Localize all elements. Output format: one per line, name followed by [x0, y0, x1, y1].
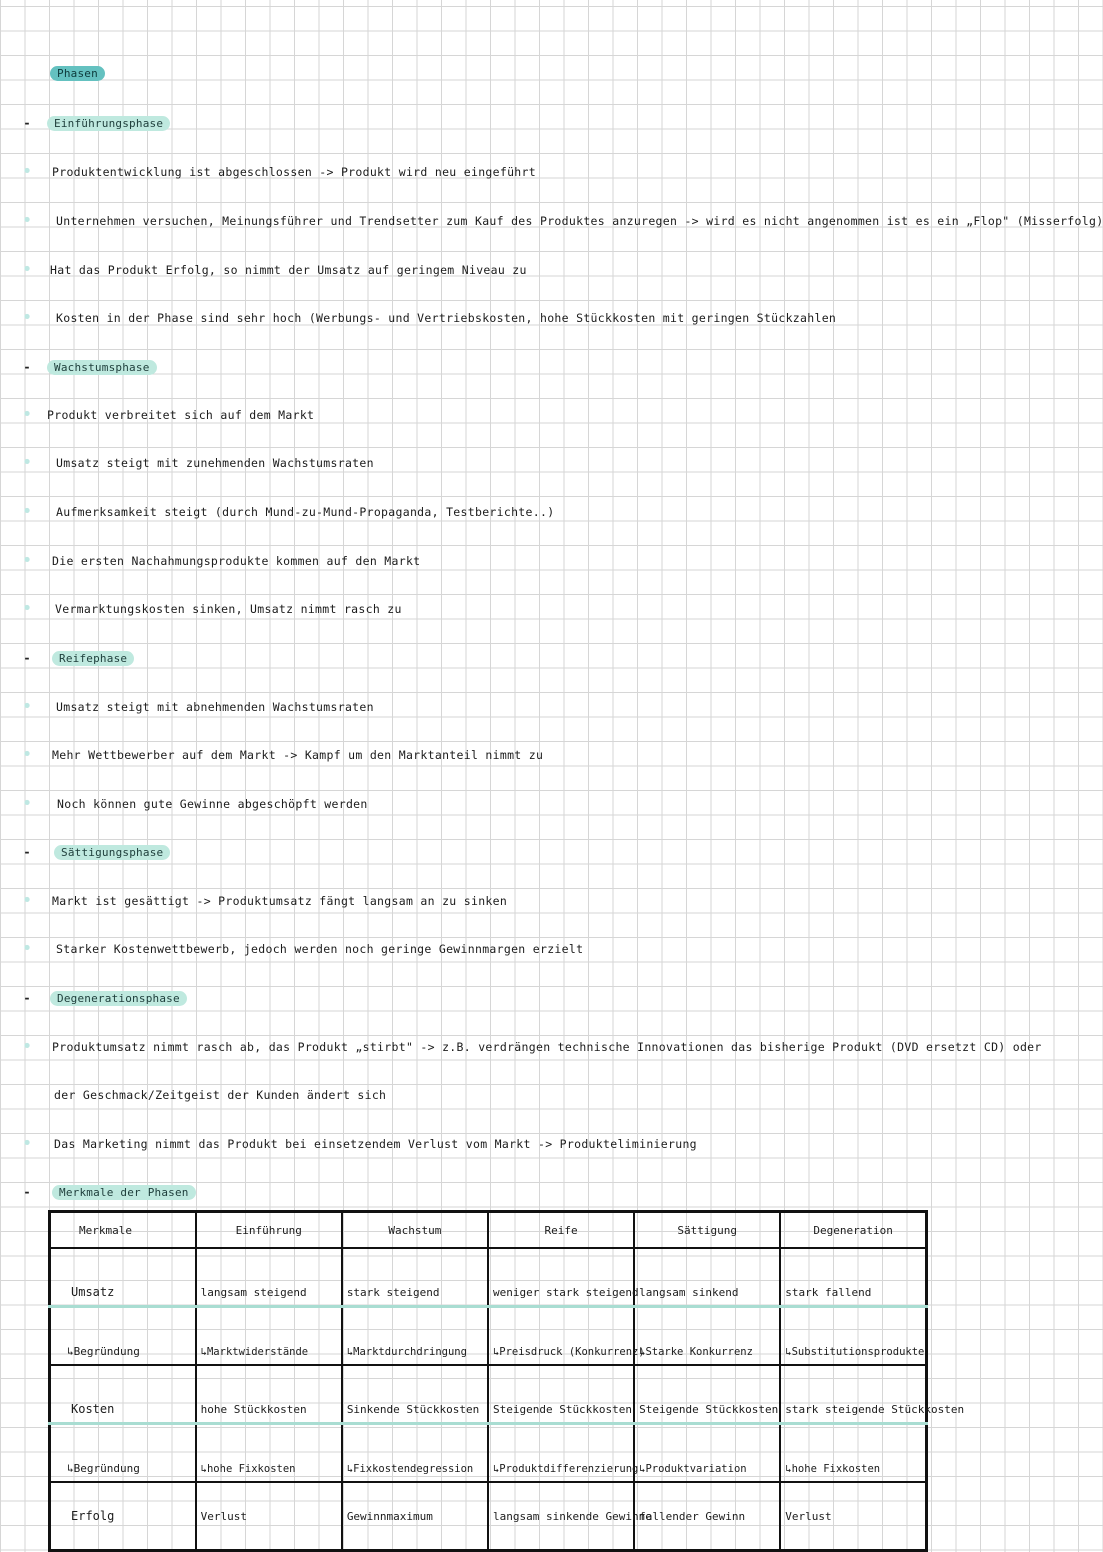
table-cell: stark steigende Stückkosten [780, 1365, 926, 1424]
bullet-dot-icon: • [21, 1133, 33, 1154]
table-cell: langsam steigend [196, 1248, 342, 1307]
bullet-dot-icon: • [21, 259, 33, 280]
bullet-dot-icon: • [21, 501, 33, 522]
note-text: Die ersten Nachahmungsprodukte kommen auf den Markt [52, 554, 421, 568]
column-header: Wachstum [342, 1212, 488, 1249]
table-cell: Gewinnmaximum [342, 1482, 488, 1551]
note-text: Vermarktungskosten sinken, Umsatz nimmt rasch zu [55, 602, 402, 616]
note-line [0, 793, 1080, 815]
column-header: Reife [488, 1212, 634, 1249]
table-cell: weniger stark steigend [488, 1248, 634, 1307]
table-row [50, 1365, 927, 1424]
bullet-dot-icon: • [21, 404, 33, 425]
column-header: Sättigung [634, 1212, 780, 1249]
note-text: Kosten in der Phase sind sehr hoch (Werbungs- und Vertriebskosten, hohe Stückkosten mit geringen Stückzahlen [56, 311, 837, 325]
note-line [0, 210, 1103, 232]
bullet-dot-icon: • [21, 938, 33, 959]
note-line [0, 1133, 1080, 1155]
dash-marker-icon: - [23, 1185, 31, 1199]
note-text: Produktumsatz nimmt rasch ab, das Produkt „stirbt" -> z.B. verdrängen technische Innovationen das bisherige Produkt (DVD ersetzt CD) oder [52, 1040, 1042, 1054]
table-cell: Verlust [780, 1482, 926, 1551]
note-text: Aufmerksamkeit steigt (durch Mund-zu-Mund-Propaganda, Testberichte..) [56, 505, 555, 519]
phase-heading: Einführungsphase [47, 116, 170, 131]
table-cell: ↳Produktdifferenzierung [488, 1424, 634, 1483]
note-line [0, 1084, 1080, 1106]
table-cell: Verlust [196, 1482, 342, 1551]
note-text: Produktentwicklung ist abgeschlossen -> Produkt wird neu eingeführt [52, 165, 536, 179]
note-line [0, 501, 1080, 523]
table-cell: ↳hohe Fixkosten [196, 1424, 342, 1483]
note-line [0, 938, 1080, 960]
row-label-cell: ↳Begründung [50, 1424, 196, 1483]
note-line [0, 598, 1080, 620]
bullet-dot-icon: • [21, 793, 33, 814]
note-line [0, 452, 1080, 474]
table-cell: ↳Marktwiderstände [196, 1307, 342, 1366]
table-cell: hohe Stückkosten [196, 1365, 342, 1424]
note-line [0, 259, 1080, 281]
dash-marker-icon: - [23, 651, 31, 665]
note-text: Umsatz steigt mit zunehmenden Wachstumsraten [56, 456, 374, 470]
table-cell: langsam sinkende Gewinne [488, 1482, 634, 1551]
note-line [0, 307, 1080, 329]
note-line [0, 161, 1080, 183]
table-cell: langsam sinkend [634, 1248, 780, 1307]
table-cell: ↳Fixkostendegression [342, 1424, 488, 1483]
note-text: Umsatz steigt mit abnehmenden Wachstumsraten [56, 700, 374, 714]
table-cell: ↳Preisdruck (Konkurrenz) [488, 1307, 634, 1366]
table-header-row [50, 1212, 927, 1249]
note-text: Produkt verbreitet sich auf dem Markt [47, 408, 315, 422]
bullet-dot-icon: • [21, 210, 33, 231]
table-cell: ↳Substitutionsprodukte [780, 1307, 926, 1366]
bullet-dot-icon: • [21, 890, 33, 911]
table-cell: Sinkende Stückkosten [342, 1365, 488, 1424]
note-line [0, 404, 1080, 426]
note-line [0, 1036, 1080, 1058]
bullet-dot-icon: • [21, 598, 33, 619]
phase-heading-row [0, 647, 1080, 669]
note-text: der Geschmack/Zeitgeist der Kunden ändert sich [54, 1088, 387, 1102]
table-row [50, 1424, 927, 1483]
row-label-cell: Kosten [50, 1365, 196, 1424]
bullet-dot-icon: • [21, 696, 33, 717]
table-row [50, 1482, 927, 1551]
bullet-dot-icon: • [21, 550, 33, 571]
table-cell: Steigende Stückkosten [634, 1365, 780, 1424]
note-line [0, 744, 1080, 766]
row-label-cell: ↳Begründung [50, 1307, 196, 1366]
bullet-dot-icon: • [21, 452, 33, 473]
bullet-dot-icon: • [21, 744, 33, 765]
table-cell: fallender Gewinn [634, 1482, 780, 1551]
note-line [0, 550, 1080, 572]
note-text: Hat das Produkt Erfolg, so nimmt der Umsatz auf geringem Niveau zu [50, 263, 527, 277]
phase-heading: Degenerationsphase [50, 991, 187, 1006]
page-title: Phasen [50, 66, 105, 81]
phase-heading-row [0, 841, 1080, 863]
note-text: Noch können gute Gewinne abgeschöpft werden [57, 797, 368, 811]
row-label-cell: Umsatz [50, 1248, 196, 1307]
table-cell: ↳hohe Fixkosten [780, 1424, 926, 1483]
table-cell: ↳Starke Konkurrenz [634, 1307, 780, 1366]
phase-heading-row [0, 356, 1080, 378]
phase-characteristics-table [48, 1210, 965, 1552]
table-row [50, 1248, 927, 1307]
dash-marker-icon: - [23, 360, 31, 374]
table-cell: Steigende Stückkosten [488, 1365, 634, 1424]
note-line [0, 890, 1080, 912]
table-cell: stark fallend [780, 1248, 926, 1307]
note-text: Mehr Wettbewerber auf dem Markt -> Kampf um den Marktanteil nimmt zu [52, 748, 544, 762]
bullet-dot-icon: • [21, 307, 33, 328]
column-header: Merkmale [50, 1212, 196, 1249]
note-text: Markt ist gesättigt -> Produktumsatz fängt langsam an zu sinken [52, 894, 508, 908]
column-header: Einführung [196, 1212, 342, 1249]
note-line [0, 696, 1080, 718]
phase-heading-row [0, 112, 1080, 134]
phase-heading-row [0, 987, 1080, 1009]
phase-heading-row [0, 1181, 1080, 1203]
phase-heading: Reifephase [52, 651, 134, 666]
phase-heading: Sättigungsphase [54, 845, 170, 860]
column-header: Degeneration [780, 1212, 926, 1249]
table-row [50, 1307, 927, 1366]
dash-marker-icon: - [23, 116, 31, 130]
bullet-dot-icon: • [21, 1036, 33, 1057]
row-label-cell: Erfolg [50, 1482, 196, 1551]
bullet-dot-icon: • [21, 161, 33, 182]
table-body [50, 1248, 965, 1551]
table-cell: stark steigend [342, 1248, 488, 1307]
table-cell: ↳Produktvariation [634, 1424, 780, 1483]
dash-marker-icon: - [23, 845, 31, 859]
note-text: Starker Kostenwettbewerb, jedoch werden noch geringe Gewinnmargen erzielt [56, 942, 584, 956]
note-text: Das Marketing nimmt das Produkt bei einsetzendem Verlust vom Markt -> Produkteliminierung [54, 1137, 697, 1151]
phase-heading: Merkmale der Phasen [52, 1185, 196, 1200]
note-text: Unternehmen versuchen, Meinungsführer und Trendsetter zum Kauf des Produktes anzuregen -> wird es nicht angenommen ist es ein „Flop" (Misserfolg) [56, 214, 1103, 228]
table-cell: ↳Marktdurchdringung [342, 1307, 488, 1366]
phase-heading: Wachstumsphase [47, 360, 157, 375]
dash-marker-icon: - [23, 991, 31, 1005]
